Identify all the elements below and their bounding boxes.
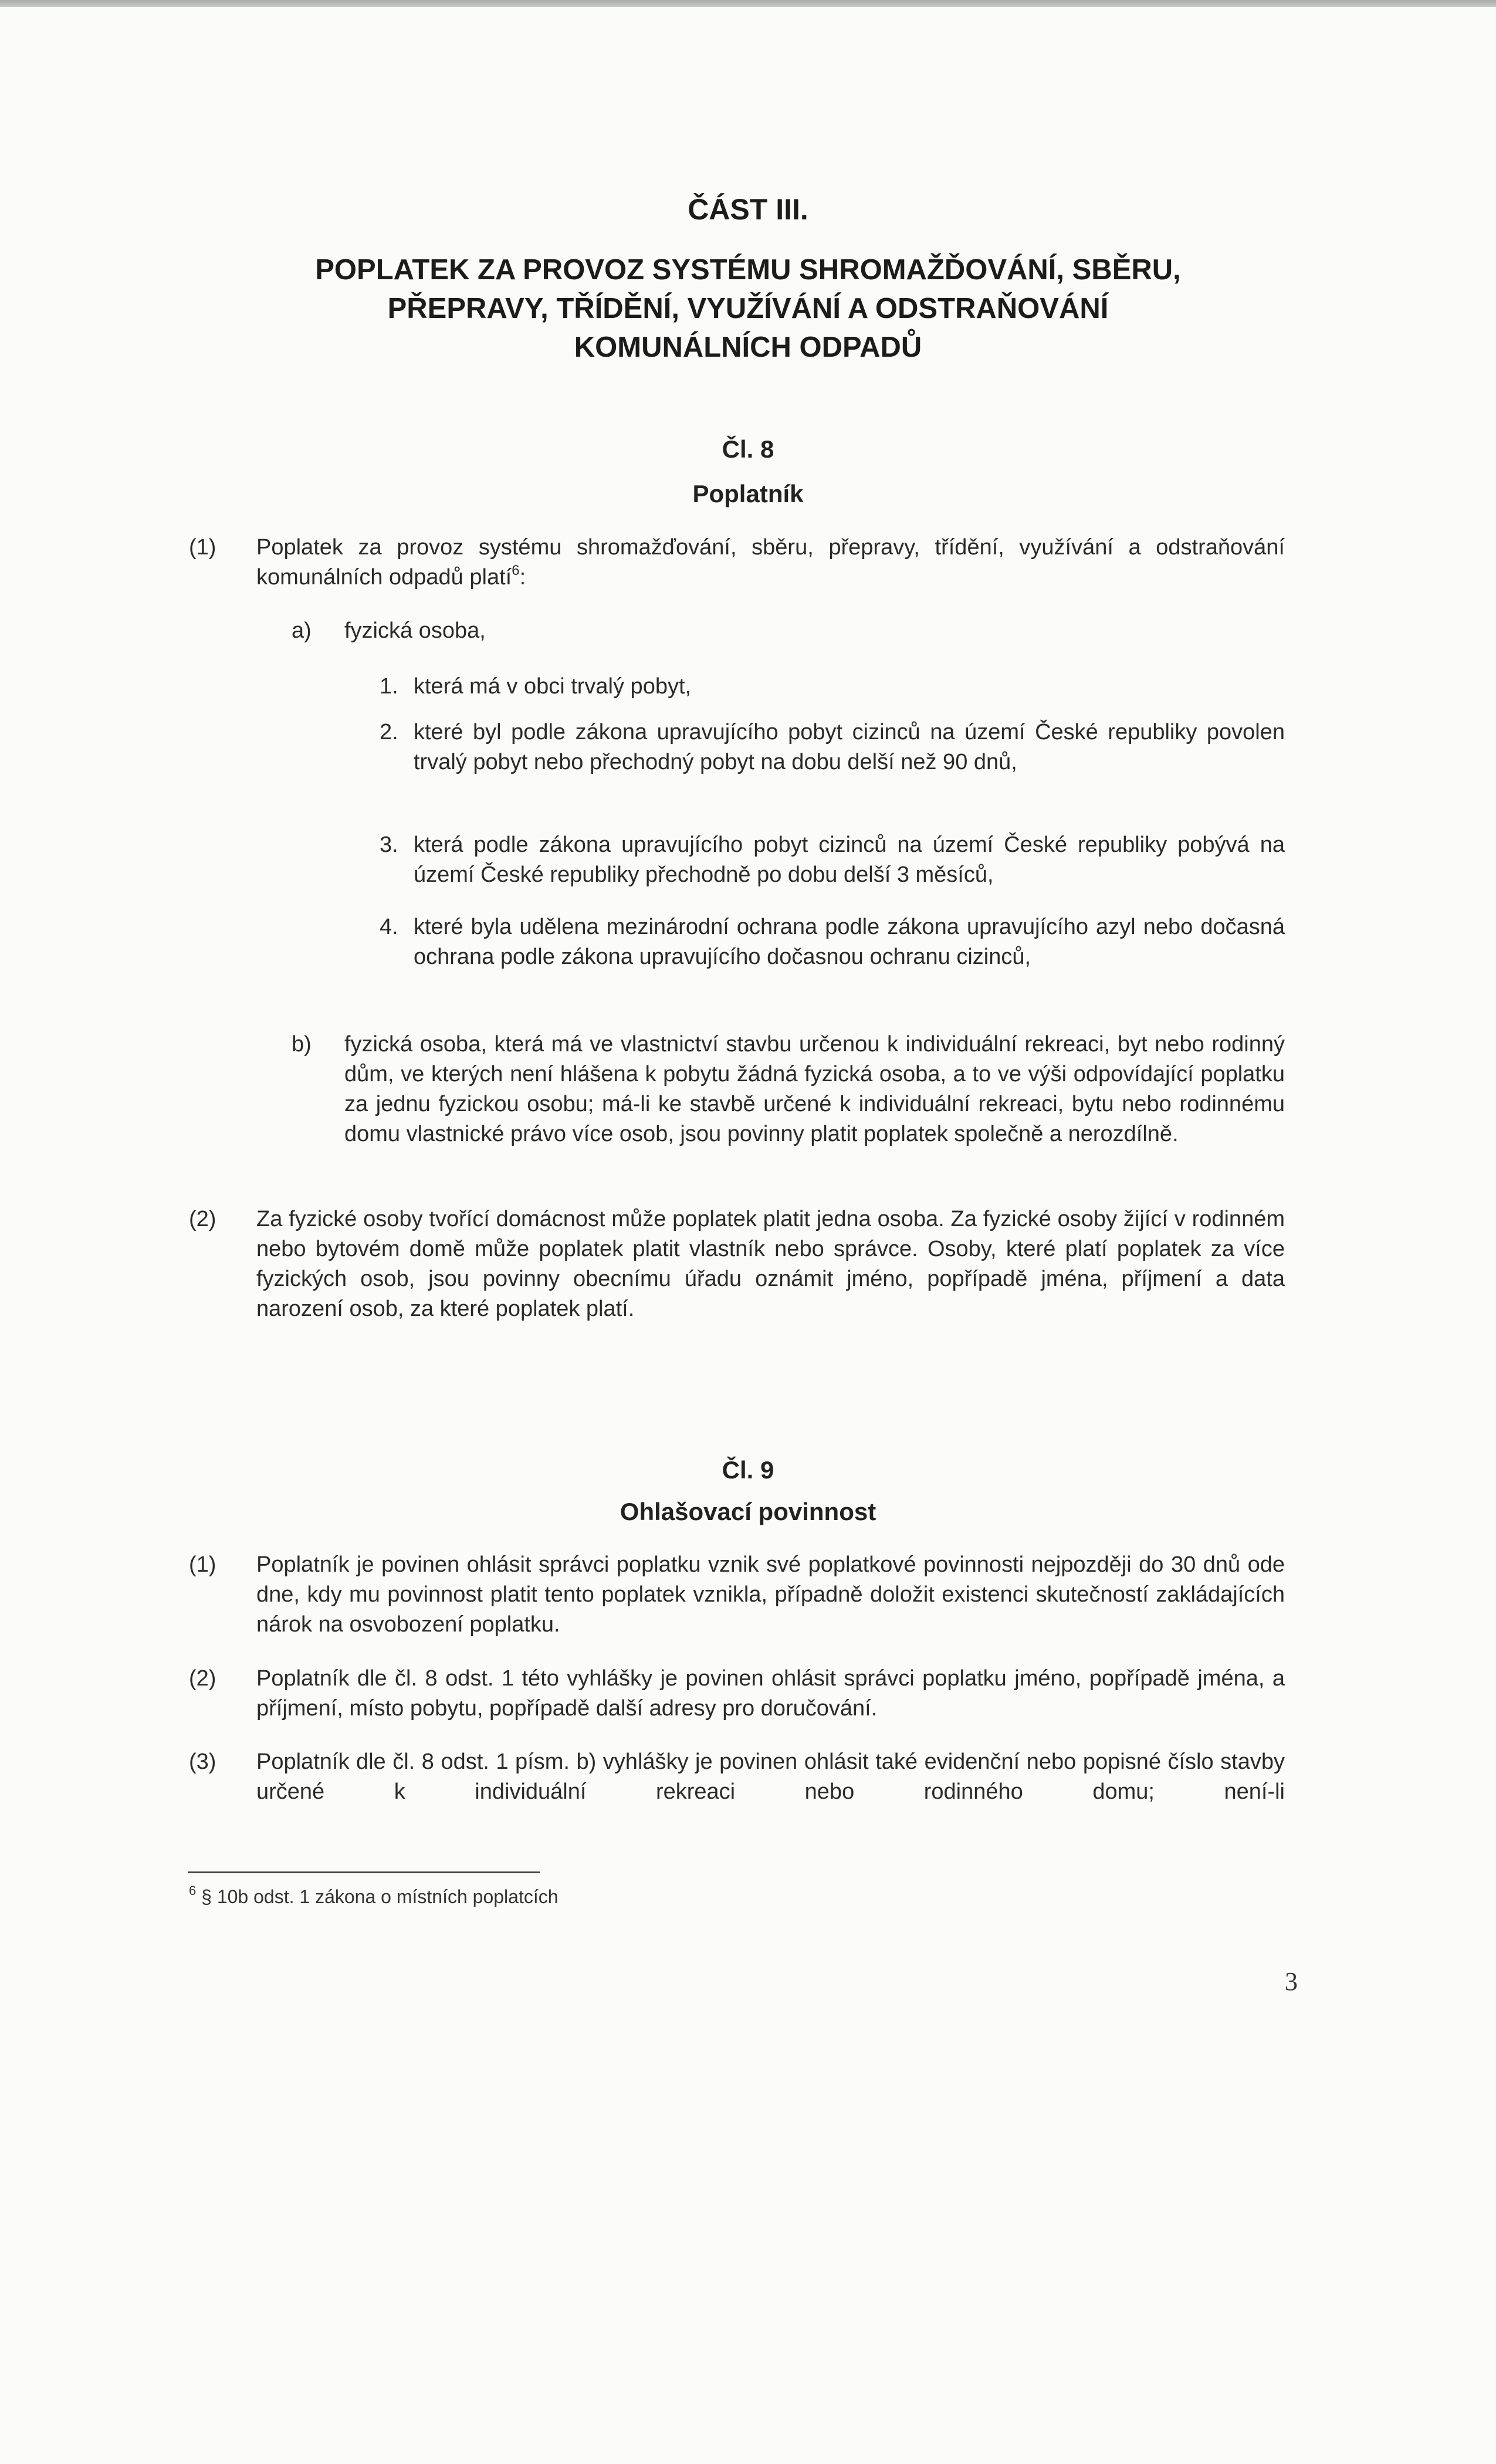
- paragraph-number: (2): [189, 1666, 216, 1691]
- paragraph-number: (3): [189, 1749, 216, 1774]
- page-number: 3: [1285, 1967, 1298, 1996]
- item-text: fyzická osoba, která má ve vlastnictví stavbu určenou k individuální rekreaci, byt nebo rodinný dům, ve kterých není hlášena k pobytu žádná fyzická osoba, a to ve výši odpovídající poplatku za jednu fyzickou osobu; má-li ke stavbě určené k individuální rekreaci, bytu nebo rodinnému domu vlastnické právo více osob, jsou povinny platit poplatek společně a nerozdílně.: [344, 1032, 1285, 1146]
- paragraph-number: (1): [189, 1552, 216, 1577]
- article-9-title: Ohlašovací povinnost: [620, 1498, 876, 1525]
- paragraph-text: Za fyzické osoby tvořící domácnost může poplatek platit jedna osoba. Za fyzické osoby žijící v rodinném nebo bytovém domě může poplatek platit vlastník nebo správce. Osoby, které platí poplatek za více fyzických osob, jsou povinny obecnímu úřadu oznámit jméno, popřípadě jména, příjmení a data narození osob, za které poplatek platí.: [256, 1207, 1285, 1321]
- paragraph-text: Poplatník dle čl. 8 odst. 1 písm. b) vyhlášky je povinen ohlásit také evidenční nebo popisné číslo stavby určené k individuální rekreaci nebo rodinného domu; není-li: [256, 1749, 1285, 1804]
- part-title-line: PŘEPRAVY, TŘÍDĚNÍ, VYUŽÍVÁNÍ A ODSTRAŇOVÁNÍ: [387, 293, 1109, 324]
- footnote-separator: [188, 1871, 540, 1873]
- sub-item-number: 4.: [380, 915, 398, 939]
- part-label: ČÁST III.: [688, 193, 808, 226]
- sub-item-number: 2.: [380, 720, 398, 744]
- article-8-number: Čl. 8: [722, 435, 774, 463]
- article-9-number: Čl. 9: [722, 1456, 774, 1484]
- sub-item-text: které byl podle zákona upravujícího pobyt cizinců na území České republiky povolen trvalý pobyt nebo přechodný pobyt na dobu delší než 90 dnů,: [414, 720, 1285, 774]
- part-title-line: POPLATEK ZA PROVOZ SYSTÉMU SHROMAŽĎOVÁNÍ, SBĚRU,: [315, 254, 1181, 286]
- footnote-text: § 10b odst. 1 zákona o místních poplatcích: [201, 1886, 559, 1907]
- sub-item-text: která podle zákona upravujícího pobyt cizinců na území České republiky pobývá na území České republiky přechodně po dobu delší 3 měsíců,: [414, 832, 1285, 887]
- footnote-ref[interactable]: 6: [512, 563, 520, 578]
- article-8-title: Poplatník: [692, 480, 804, 507]
- item-label: a): [292, 618, 312, 643]
- part-title-line: KOMUNÁLNÍCH ODPADŮ: [574, 331, 922, 363]
- paragraph-text: Poplatek za provoz systému shromažďování, sběru, přepravy, třídění, využívání a odstraňování komunálních odpadů platí$^6$:: [256, 535, 1285, 590]
- scan-top-edge: [0, 0, 1496, 7]
- footnote: [189, 1883, 559, 1908]
- sub-item-text: které byla udělena mezinárodní ochrana podle zákona upravujícího azyl nebo dočasná ochrana podle zákona upravujícího dočasnou ochranu cizinců,: [414, 915, 1285, 969]
- sub-item-number: 1.: [380, 674, 398, 699]
- part-title: [0, 251, 1496, 367]
- paragraph-number: (2): [189, 1207, 216, 1231]
- item-text: fyzická osoba,: [344, 618, 486, 643]
- sub-item-text: která má v obci trvalý pobyt,: [414, 674, 692, 699]
- item-label: b): [292, 1032, 312, 1057]
- paragraph-text: Poplatník je povinen ohlásit správci poplatku vznik své poplatkové povinnosti nejpozději do 30 dnů ode dne, kdy mu povinnost platit tento poplatek vznikla, případně doložit existenci skutečností zakládajících nárok na osvobození poplatku.: [256, 1552, 1285, 1637]
- sub-item-number: 3.: [380, 832, 398, 857]
- paragraph-number: (1): [189, 535, 216, 560]
- footnote-number: 6: [189, 1883, 197, 1898]
- paragraph-text: Poplatník dle čl. 8 odst. 1 této vyhlášky je povinen ohlásit správci poplatku jméno, popřípadě jména, a příjmení, místo pobytu, popřípadě další adresy pro doručování.: [256, 1666, 1285, 1721]
